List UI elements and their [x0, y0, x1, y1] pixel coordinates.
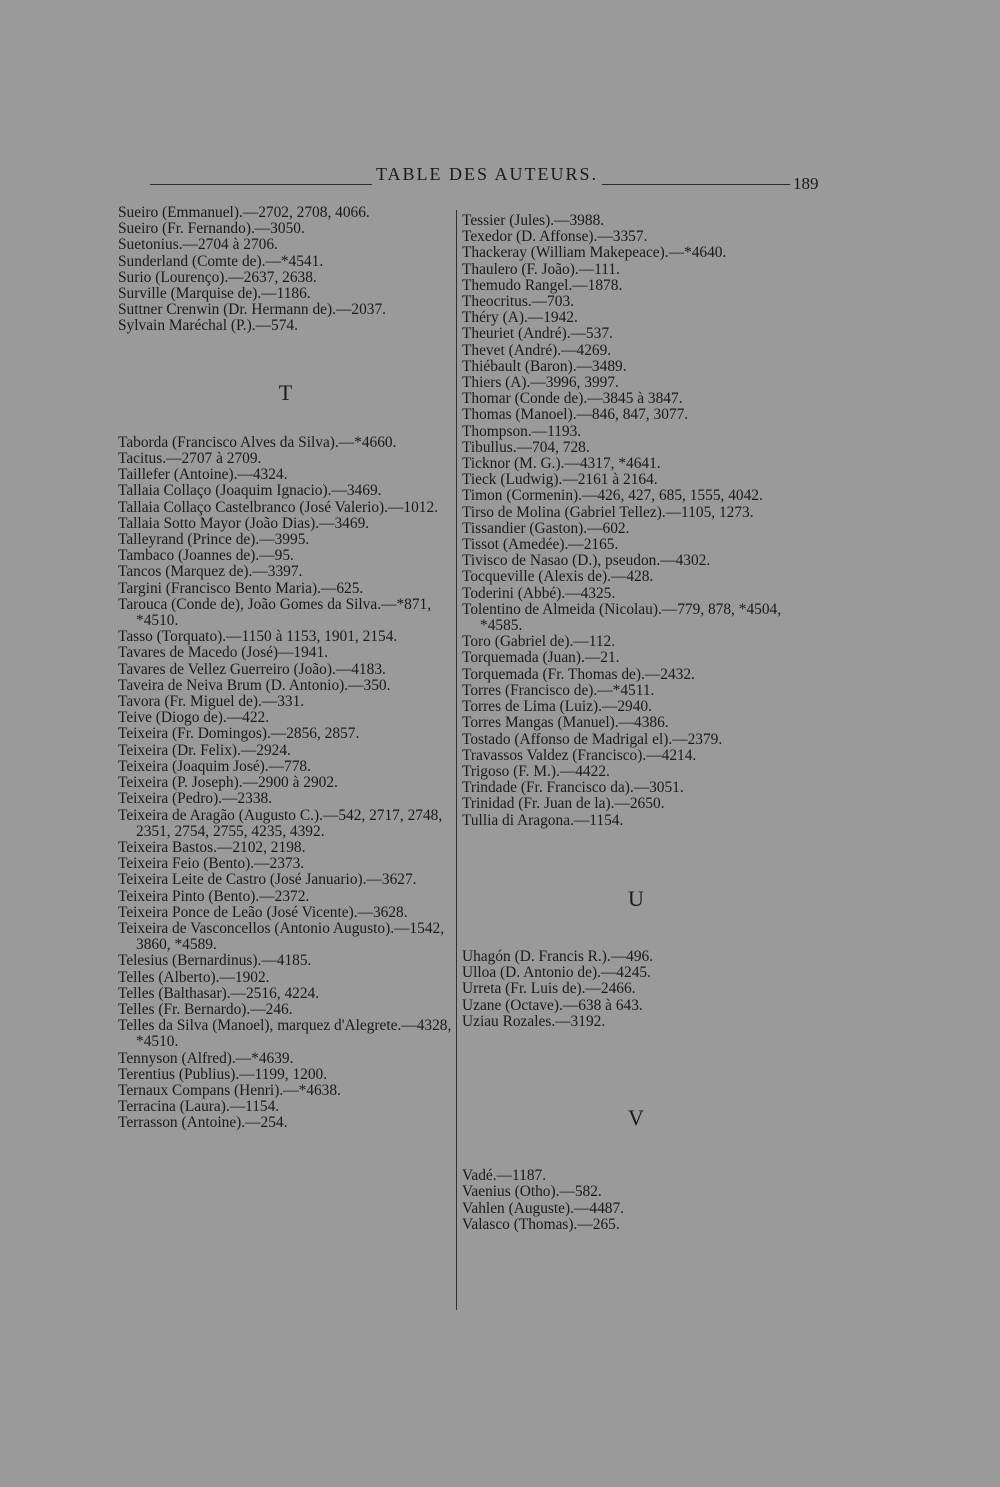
index-entry: Teixeira (Pedro).—2338. [118, 790, 273, 808]
u-entries-list [462, 949, 810, 1030]
index-entry: Theocritus.—703. [462, 293, 574, 311]
index-entry: Trinidad (Fr. Juan de la).—2650. [462, 795, 665, 813]
index-entry: Tallaia Collaço (Joaquim Ignacio).—3469. [118, 482, 382, 500]
index-entry: Tambaco (Joannes de).—95. [118, 547, 294, 565]
index-entry: Tavora (Fr. Miguel de).—331. [118, 693, 305, 711]
index-entry: Vadé.—1187. [462, 1167, 547, 1185]
index-entry: Tibullus.—704, 728. [462, 438, 590, 456]
index-entry: Teixeira (P. Joseph).—2900 à 2902. [118, 774, 338, 792]
running-header [150, 164, 830, 192]
index-entry: Taveira de Neiva Brum (D. Antonio).—350. [118, 676, 391, 694]
index-entry: Timon (Cormenin).—426, 427, 685, 1555, 4042. [462, 487, 763, 505]
index-entry: Trindade (Fr. Francisco da).—3051. [462, 779, 684, 797]
index-entry: Teixeira Ponce de Leão (José Vicente).—3628. [118, 903, 408, 921]
index-entry: Teixeira (Dr. Felix).—2924. [118, 741, 291, 759]
index-entry: Tessier (Jules).—3988. [462, 212, 605, 229]
page-number: 189 [790, 174, 822, 194]
index-entry: Thomas (Manoel).—846, 847, 3077. [462, 406, 689, 424]
index-entry: Taillefer (Antoine).—4324. [118, 466, 288, 484]
index-entry: Teixeira Bastos.—2102, 2198. [118, 838, 306, 856]
index-entry: Talleyrand (Prince de).—3995. [118, 531, 310, 549]
index-entry: Tivisco de Nasao (D.), pseudon.—4302. [462, 552, 711, 570]
index-entry: Teixeira de Aragão (Augusto C.).—542, 2717, 2748, 2351, 2754, 2755, 4235, 4392. [118, 806, 443, 840]
index-entry: Suttner Crenwin (Dr. Hermann de).—2037. [118, 301, 386, 319]
index-entry: Teixeira Feio (Bento).—2373. [118, 855, 305, 873]
index-entry: Thompson.—1193. [462, 422, 582, 440]
index-entry: Tieck (Ludwig).—2161 à 2164. [462, 471, 658, 489]
index-entry: Teixeira Pinto (Bento).—2372. [118, 887, 310, 905]
v-entries-list [462, 1168, 810, 1233]
index-entry: Thevet (André).—4269. [462, 341, 612, 359]
index-entry: Themudo Rangel.—1878. [462, 276, 623, 294]
index-entry: Tissandier (Gaston).—602. [462, 519, 630, 537]
index-entry: Uziau Rozales.—3192. [462, 1012, 606, 1030]
index-entry: Tolentino de Almeida (Nicolau).—779, 878, *4504, *4585. [462, 600, 782, 635]
index-entry: Suetonius.—2704 à 2706. [118, 236, 278, 254]
index-entry: Vaenius (Otho).—582. [462, 1183, 602, 1201]
index-entry: Uzane (Octave).—638 à 643. [462, 996, 643, 1014]
index-entry: Torres de Lima (Luiz).—2940. [462, 698, 652, 716]
index-entry: Toderini (Abbé).—4325. [462, 584, 616, 602]
index-entry: Tirso de Molina (Gabriel Tellez).—1105, 1273. [462, 503, 754, 521]
index-entry: Teixeira (Fr. Domingos).—2856, 2857. [118, 725, 360, 743]
index-entry: Tissot (Amedée).—2165. [462, 536, 619, 554]
index-entry: Sueiro (Fr. Fernando).—3050. [118, 220, 305, 238]
index-entry: Tasso (Torquato).—1150 à 1153, 1901, 2154. [118, 628, 398, 646]
index-entry: Tallaia Collaço Castelbranco (José Valerio).—1012. [118, 498, 439, 516]
index-entry: Telles da Silva (Manoel), marquez d'Alegrete.—4328, *4510. [118, 1017, 452, 1051]
index-entry: Tarouca (Conde de), João Gomes da Silva.—*871, *4510. [118, 595, 432, 630]
section-letter-u: U [628, 885, 644, 911]
index-entry: Tennyson (Alfred).—*4639. [118, 1049, 294, 1067]
index-entry: Valasco (Thomas).—265. [462, 1215, 620, 1233]
index-entry: Toro (Gabriel de).—112. [462, 633, 616, 651]
t-entries-list [118, 435, 453, 1132]
index-entry: Tallaia Sotto Mayor (João Dias).—3469. [118, 514, 370, 532]
index-entry: Ternaux Compans (Henri).—*4638. [118, 1081, 341, 1099]
s-entries-list [118, 205, 453, 335]
index-entry: Thackeray (William Makepeace).—*4640. [462, 244, 727, 262]
right-column [462, 213, 810, 1233]
index-entry: Thaulero (F. João).—111. [462, 260, 620, 278]
index-entry: Surio (Lourenço).—2637, 2638. [118, 268, 317, 286]
index-entry: Thiébault (Baron).—3489. [462, 357, 627, 375]
left-column [118, 205, 453, 1132]
index-entry: Sunderland (Comte de).—*4541. [118, 252, 324, 270]
index-entry: Surville (Marquise de).—1186. [118, 285, 311, 303]
index-entry: Torres (Francisco de).—*4511. [462, 681, 655, 699]
index-entry: Telles (Alberto).—1902. [118, 968, 270, 986]
index-entry: Taborda (Francisco Alves da Silva).—*4660. [118, 433, 397, 451]
index-entry: Teixeira de Vasconcellos (Antonio Augusto).—1542, 3860, *4589. [118, 919, 445, 954]
index-entry: Torquemada (Fr. Thomas de).—2432. [462, 665, 695, 683]
index-entry: Uhagón (D. Francis R.).—496. [462, 947, 654, 965]
section-letter-t: T [278, 379, 293, 405]
column-divider [456, 210, 457, 1310]
index-entry: Tocqueville (Alexis de).—428. [462, 568, 654, 586]
index-entry: Teixeira Leite de Castro (José Januario).—3627. [118, 871, 417, 889]
index-entry: Sueiro (Emmanuel).—2702, 2708, 4066. [118, 204, 370, 221]
index-entry: Telesius (Bernardinus).—4185. [118, 952, 312, 970]
index-entry: Ticknor (M. G.).—4317, *4641. [462, 455, 661, 473]
index-entry: Theuriet (André).—537. [462, 325, 613, 343]
index-entry: Trigoso (F. M.).—4422. [462, 762, 610, 780]
index-entry: Terrasson (Antoine).—254. [118, 1114, 288, 1132]
t-entries-list-continued [462, 213, 810, 829]
index-entry: Théry (A).—1942. [462, 309, 578, 327]
index-entry: Teixeira (Joaquim José).—778. [118, 757, 311, 775]
index-entry: Thiers (A).—3996, 3997. [462, 374, 619, 392]
index-entry: Teive (Diogo de).—422. [118, 709, 270, 727]
index-entry: Telles (Balthasar).—2516, 4224. [118, 984, 320, 1002]
index-entry: Tacitus.—2707 à 2709. [118, 450, 262, 468]
index-entry: Targini (Francisco Bento Maria).—625. [118, 579, 364, 597]
index-entry: Tostado (Affonso de Madrigal el).—2379. [462, 730, 723, 748]
index-entry: Torquemada (Juan).—21. [462, 649, 620, 667]
index-entry: Thomar (Conde de).—3845 à 3847. [462, 390, 683, 408]
index-entry: Sylvain Maréchal (P.).—574. [118, 317, 298, 335]
section-letter-v: V [628, 1104, 644, 1130]
index-entry: Telles (Fr. Bernardo).—246. [118, 1000, 293, 1018]
index-entry: Travassos Valdez (Francisco).—4214. [462, 746, 697, 764]
index-entry: Ulloa (D. Antonio de).—4245. [462, 964, 651, 982]
index-entry: Tavares de Macedo (José)—1941. [118, 644, 329, 662]
index-entry: Terracina (Laura).—1154. [118, 1098, 280, 1116]
index-entry: Vahlen (Auguste).—4487. [462, 1199, 624, 1217]
index-entry: Tavares de Vellez Guerreiro (João).—4183. [118, 660, 386, 678]
index-entry: Torres Mangas (Manuel).—4386. [462, 714, 669, 732]
page-title: TABLE DES AUTEURS. [372, 164, 602, 185]
index-entry: Terentius (Publius).—1199, 1200. [118, 1065, 328, 1083]
index-entry: Texedor (D. Affonse).—3357. [462, 228, 648, 246]
index-entry: Tancos (Marquez de).—3397. [118, 563, 303, 581]
index-entry: Urreta (Fr. Luis de).—2466. [462, 980, 636, 998]
index-entry: Tullia di Aragona.—1154. [462, 811, 624, 829]
